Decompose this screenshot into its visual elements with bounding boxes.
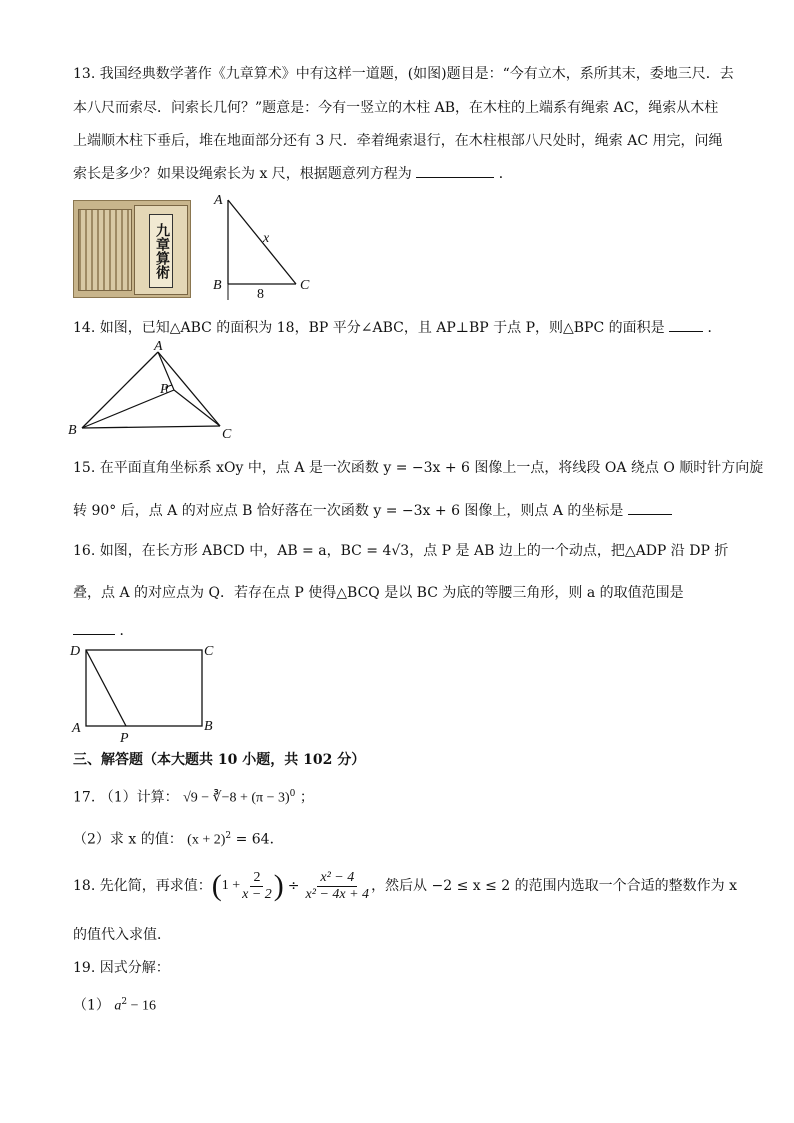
q17-part-2 xyxy=(73,826,284,851)
q18-f2-numerator: x² − 4 xyxy=(317,870,357,887)
q19-part-1 xyxy=(73,992,156,1017)
q17-part1-exponent: 0 xyxy=(289,789,296,799)
q15-question-text: 转 90° 后，点 A 的对应点 B 恰好落在一次函数 y = −3x + 6 图像上，则点 A 的坐标是 xyxy=(73,503,624,519)
q17-part2-expression: (x + 2) xyxy=(187,832,226,848)
segment-dp xyxy=(86,650,126,726)
q18-f1-denominator: x − 2 xyxy=(242,886,272,902)
segment-pc xyxy=(174,390,220,426)
q18-tail: ，然后从 −2 ≤ x ≤ 2 的范围内选取一个合适的整数作为 x xyxy=(371,878,738,894)
label-c: C xyxy=(204,644,214,659)
q14-question-text: 14. 如图，已知△ABC 的面积为 18，BP 平分∠ABC，且 AP⊥BP 于点 P，则△BPC 的面积是 xyxy=(73,320,665,336)
section-3-heading: 三、解答题（本大题共 10 小题，共 102 分） xyxy=(73,752,366,768)
q18-f1-numerator: 2 xyxy=(250,870,263,887)
q18-f2-denominator: x² − 4x + 4 xyxy=(305,886,370,902)
label-b: B xyxy=(213,278,222,293)
label-c: C xyxy=(222,427,232,442)
rectangle-abcd xyxy=(86,650,202,726)
q16-line-2: 叠，点 A 的对应点为 Q．若存在点 P 使得△BCQ 是以 BC 为底的等腰三角形，则 a 的取值范围是 xyxy=(73,585,684,601)
q18-label: 18. 先化简，再求值： xyxy=(73,878,212,894)
book-left-page xyxy=(78,209,132,291)
q13-period: ． xyxy=(498,166,513,182)
label-d: D xyxy=(70,644,81,659)
q13-line-2: 本八尺而索尽．问索长几何？”题意是：今有一竖立的木柱 AB，在木柱的上端系有绳索 AC，绳索从木柱 xyxy=(73,100,719,116)
q17-part-1 xyxy=(73,784,314,809)
label-a: A xyxy=(214,193,223,208)
q14-period: ． xyxy=(707,320,722,336)
rope-ac xyxy=(228,200,296,284)
q19-part1-exponent: 2 xyxy=(121,997,128,1007)
q16-rectangle-figure xyxy=(66,640,226,746)
q13-triangle-figure xyxy=(210,192,320,304)
q19-part1-tail: − 16 xyxy=(127,998,157,1014)
q17-part1-end: ； xyxy=(299,789,314,806)
q19-line-1: 19. 因式分解： xyxy=(73,960,170,976)
q18-fraction-1 xyxy=(242,870,272,903)
book-title-label: 九章算術 xyxy=(149,214,173,288)
q16-line-3 xyxy=(73,620,133,641)
label-a: A xyxy=(72,721,81,736)
q15-line-1: 15. 在平面直角坐标系 xOy 中，点 A 是一次函数 y = −3x + 6 图像上一点，将线段 OA 绕点 O 顺时针方向旋 xyxy=(73,460,764,476)
q15-line-2 xyxy=(73,500,672,521)
q19-part1-base: a xyxy=(114,998,122,1014)
label-x: x xyxy=(263,231,270,246)
label-p: P xyxy=(160,382,169,397)
q17-part1-expression: √9 − ∛−8 + (π − 3) xyxy=(183,790,290,806)
right-paren: ) xyxy=(273,869,284,902)
q18-one-plus: 1 + xyxy=(221,878,241,893)
q16-answer-blank[interactable] xyxy=(73,620,115,635)
q14-triangle-figure xyxy=(66,340,246,444)
q17-part2-rhs: = 64． xyxy=(231,831,284,848)
label-c: C xyxy=(300,278,310,293)
q17-part2-label: （2）求 x 的值： xyxy=(73,831,183,848)
q13-book-image xyxy=(73,200,191,298)
q15-answer-blank[interactable] xyxy=(628,500,672,515)
label-p: P xyxy=(120,731,129,746)
q13-answer-blank[interactable] xyxy=(416,163,494,178)
label-a: A xyxy=(154,340,163,354)
label-b: B xyxy=(68,423,77,438)
q17-part2-exponent: 2 xyxy=(225,831,232,841)
q18-fraction-2 xyxy=(306,870,370,903)
q18-line-1 xyxy=(73,864,737,908)
q13-line-4 xyxy=(73,163,513,184)
left-paren: ( xyxy=(211,869,222,902)
q16-line-1: 16. 如图，在长方形 ABCD 中，AB = a，BC = 4√3，点 P 是 AB 边上的一个动点，把△ADP 沿 DP 折 xyxy=(73,543,729,559)
q19-part1-label: （1） xyxy=(73,997,110,1014)
side-bc xyxy=(82,426,220,428)
q13-line-1: 13. 我国经典数学著作《九章算术》中有这样一道题，(如图)题目是：“今有立木，系所其末，委地三尺．去 xyxy=(73,66,734,82)
label-b: B xyxy=(204,719,213,734)
q16-period: ． xyxy=(119,623,134,639)
q13-question-text: 索长是多少？如果设绳索长为 x 尺，根据题意列方程为 xyxy=(73,166,412,182)
book-cover xyxy=(134,205,188,295)
q18-divide: ÷ xyxy=(287,878,300,894)
side-ab xyxy=(82,352,158,428)
q14-answer-blank[interactable] xyxy=(669,317,703,332)
label-8: 8 xyxy=(257,287,264,302)
q17-part1-label: 17. （1）计算： xyxy=(73,789,179,806)
q18-line-2: 的值代入求值． xyxy=(73,927,171,943)
q13-line-3: 上端顺木柱下垂后，堆在地面部分还有 3 尺．牵着绳索退行，在木柱根部八尺处时，绳索 AC 用完，问绳 xyxy=(73,133,723,149)
q14-line-1 xyxy=(73,317,722,338)
